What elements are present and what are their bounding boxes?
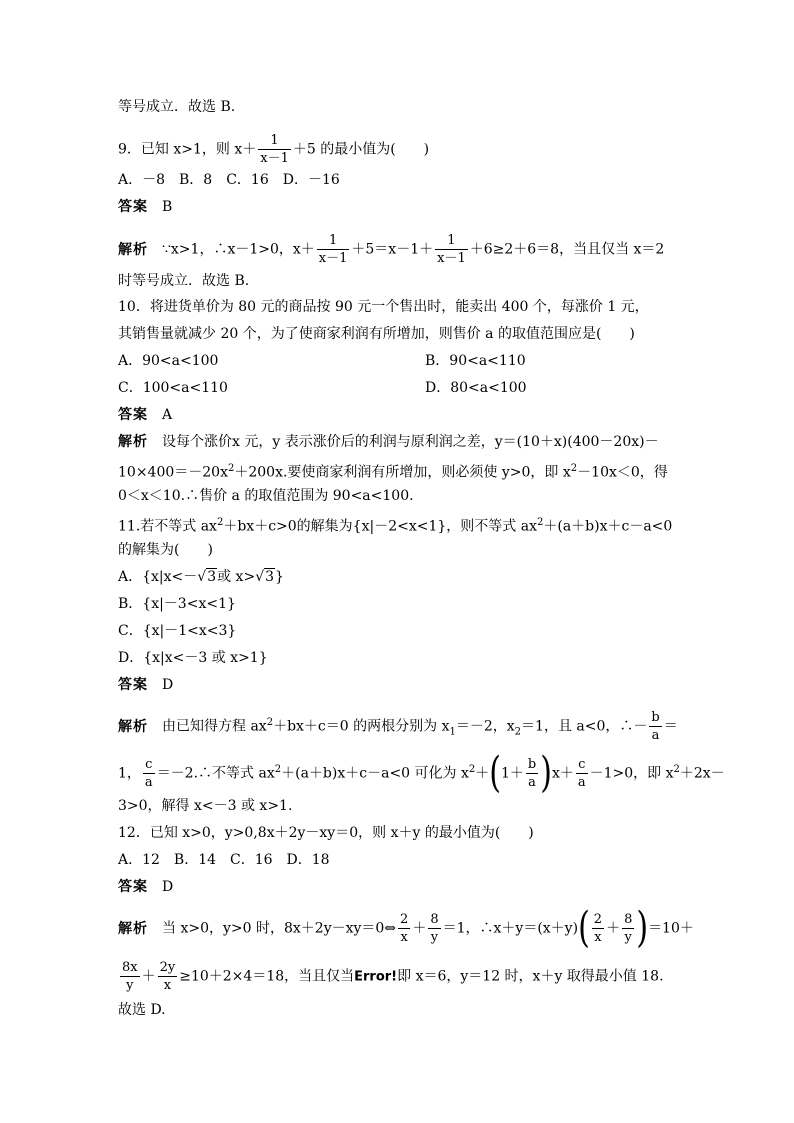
question-9-solution: 解析 ∵x>1，∴x－1>0，x＋ $\frac{1}{x-1}$ ＋5＝x－1＋ $\frac{1}{x-1}$ ＋6≥2＋6＝8，当且仅当 x＝2 [118, 233, 665, 266]
question-9-options: A．－8 B．8 C．16 D．－16 [118, 172, 340, 188]
question-12-stem: 12．已知 x>0，y>0,8x＋2y－xy＝0，则 x＋y 的最小值为( ) [118, 825, 534, 841]
text-line: 0＜x＜10.∴售价 a 的取值范围为 90<a<100. [118, 488, 414, 504]
question-10-stem-line1: 10．将进货单价为 80 元的商品按 90 元一个售出时，能卖出 400 个，每涨价 1 元， [118, 299, 649, 315]
option-c: C．100<a<110 [118, 380, 228, 396]
option-d: D．{x|x<－3 或 x>1} [118, 650, 268, 666]
option-b: B．90<a<110 [425, 353, 526, 369]
question-12-answer: 答案 D [118, 879, 174, 895]
error-marker: Error! [354, 969, 398, 985]
question-11-solution: 解析 由已知得方程 $ax^2+bx+c=0$ 的两根分别为 $x_1=-2$，$x_2=1$，且 a<0，∴－ $\frac{b}{a}$ ＝ [118, 710, 678, 743]
question-12-options: A．12 B．14 C．16 D．18 [118, 852, 330, 868]
question-12-solution: 解析 当 x>0，y>0 时，8x＋2y－xy＝0⇔ $\frac{2}{x}$ ＋ $\frac{8}{y}$ ＝1，∴x＋y＝(x＋y)( $\frac{2}{x}$ ＋ $\frac{8}{y}$ )＝10＋ [118, 903, 694, 953]
text-line: $\frac{8x}{y}$ ＋ $\frac{2y}{x}$ ≥10＋2×4＝18，当且仅当Error!即 x＝6，y＝12 时，x＋y 取得最小值 18. [122, 960, 664, 993]
question-11-answer: 答案 D [118, 677, 174, 693]
text-line: 3>0，解得 x<－3 或 x>1. [118, 798, 293, 814]
question-11-stem: 11.若不等式 $ax^2+bx+c>0$的解集为{x|－2<x<1}，则不等式 $ax^2+(a+b)x+c-a<0$ [118, 517, 673, 535]
text-line: $10\times 400=-20x^2+200x$.要使商家利润有所增加，则必须使 y>0，即 $x^2-10x<0$，得 [118, 463, 668, 481]
text-line: 时等号成立．故选 B. [118, 273, 250, 289]
option-c: C．{x|－1<x<3} [118, 623, 237, 639]
option-a: A．{x|x<－√3或 x>√3} [118, 569, 284, 585]
question-9-answer: 答案 B [118, 199, 173, 215]
question-9-stem: 9．已知 x>1，则 x＋ $\frac{1}{x-1}$ ＋5 的最小值为( ) [118, 133, 430, 166]
option-b: B．{x|－3<x<1} [118, 596, 236, 612]
question-10-stem-line2: 其销售量就减少 20 个，为了使商家利润有所增加，则售价 a 的取值范围应是( ) [118, 326, 635, 342]
text-line: 等号成立．故选 B. [118, 99, 236, 115]
option-d: D．80<a<100 [425, 380, 527, 396]
option-a: A．90<a<100 [118, 353, 219, 369]
text-line: 的解集为( ) [118, 542, 213, 558]
text-line: 故选 D. [118, 1002, 166, 1018]
question-10-answer: 答案 A [118, 407, 173, 423]
text-line: 1， $\frac{c}{a}$ ＝－2.∴不等式 $ax^2+(a+b)x+c-a<0$ 可化为 $x^2+(1+$ $\frac{b}{a}$ )x＋ $\frac{c}{a}$ －1>0，即 $x^2+2x-$ [118, 748, 725, 798]
fraction: $\frac{1}{x-1}$ [260, 133, 289, 166]
question-10-solution: 解析 设每个涨价x 元，y 表示涨价后的利润与原利润之差，y＝(10＋x)(400－20x)－ [118, 434, 659, 450]
